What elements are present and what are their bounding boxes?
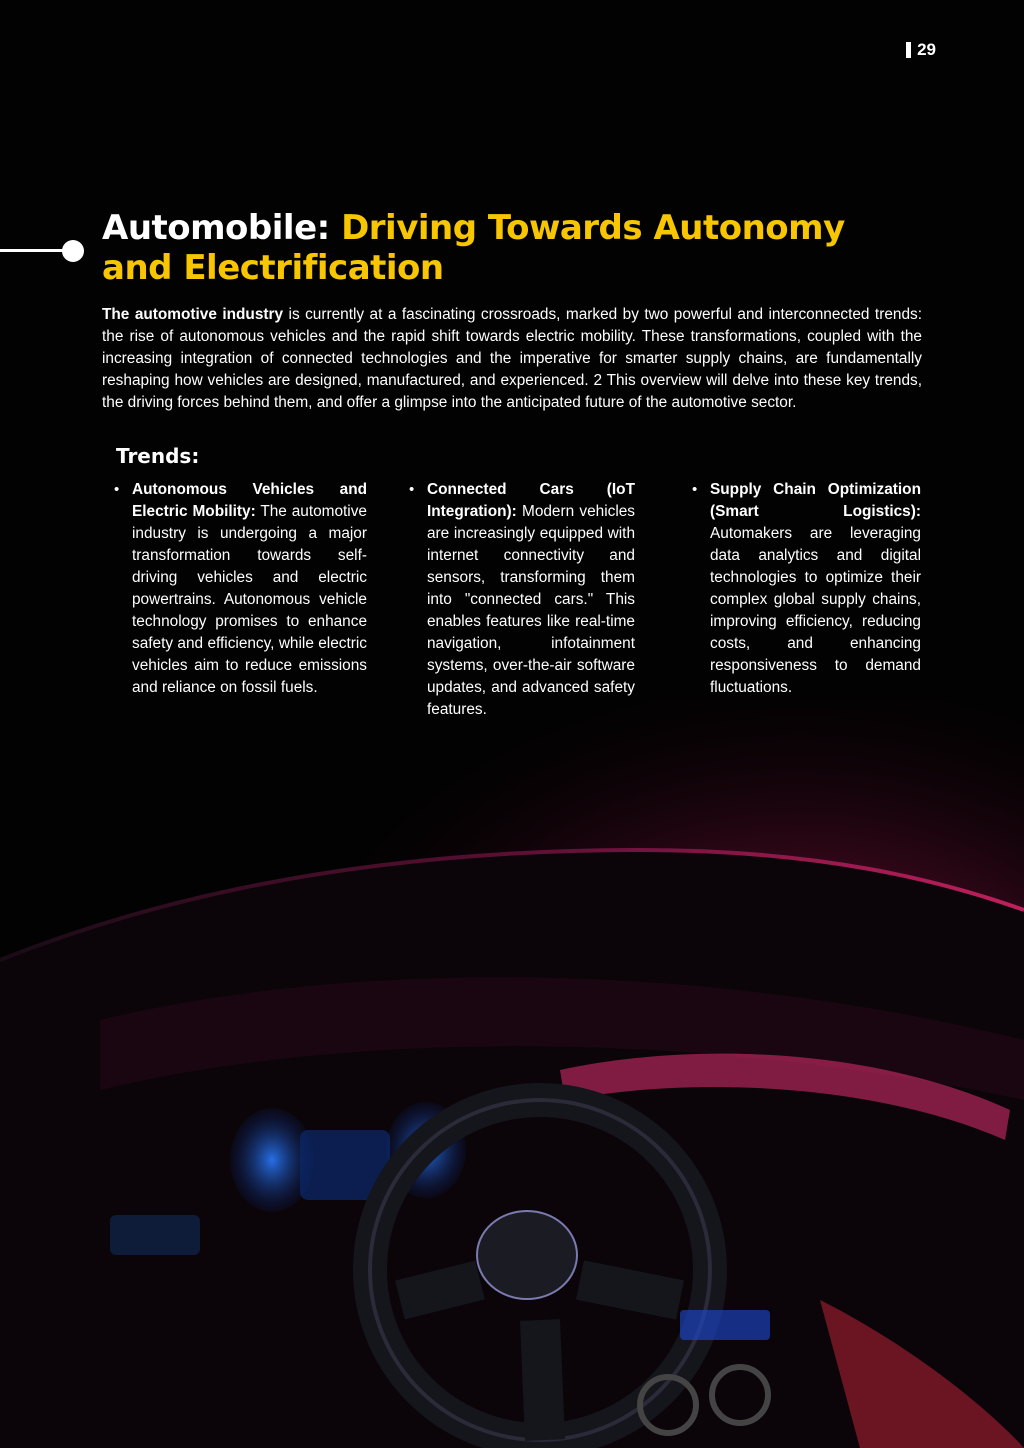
page-title [102,208,922,288]
trend-item [409,479,635,721]
page-number-text: 29 [917,40,936,59]
trend-text: Automakers are leveraging data analytics and digital technologies to optimize their complex global supply chains, improving efficiency, reducing costs, and enhancing responsiveness to demand fluctuations. [710,525,921,696]
title-pointer-dot [62,240,84,262]
trend-title: Supply Chain Optimization (Smart Logistics): [710,481,921,520]
trends-heading: Trends: [116,444,200,468]
page-number [906,40,936,60]
title-part-yellow: Driving Towards Autonomy and Electrification [102,208,845,288]
title-part-white: Automobile: [102,208,342,248]
trend-item [114,479,367,699]
title-pointer-line [0,249,66,252]
bullet-icon: • [692,481,698,498]
trend-item [692,479,921,699]
bullet-icon: • [409,481,415,498]
page-number-marker [906,42,911,58]
trend-text: The automotive industry is undergoing a major transformation towards self-driving vehicles and electric powertrains. Autonomous vehicle technology promises to enhance safety and efficiency, while electric vehicles aim to reduce emissions and reliance on fossil fuels. [132,503,367,696]
intro-paragraph [102,304,922,414]
intro-lead: The automotive industry [102,306,284,323]
bullet-icon: • [114,481,120,498]
trend-title: Autonomous Vehicles and Electric Mobility: [132,481,367,520]
intro-body: is currently at a fascinating crossroads, marked by two powerful and interconnected trends: the rise of autonomous vehicles and the rapid shift towards electric mobility. These transformations, coupled with the increasing integration of connected technologies and the imperative for smarter supply chains, are fundamentally reshaping how vehicles are designed, manufactured, and experienced. 2 This overview will delve into these key trends, the driving forces behind them, and offer a glimpse into the anticipated future of the automotive sector. [102,306,922,411]
trend-title: Connected Cars (IoT Integration): [427,481,635,520]
trend-text: Modern vehicles are increasingly equipped with internet connectivity and sensors, transforming them into "connected cars." This enables features like real-time navigation, infotainment systems, over-the-air software updates, and advanced safety features. [427,503,635,718]
